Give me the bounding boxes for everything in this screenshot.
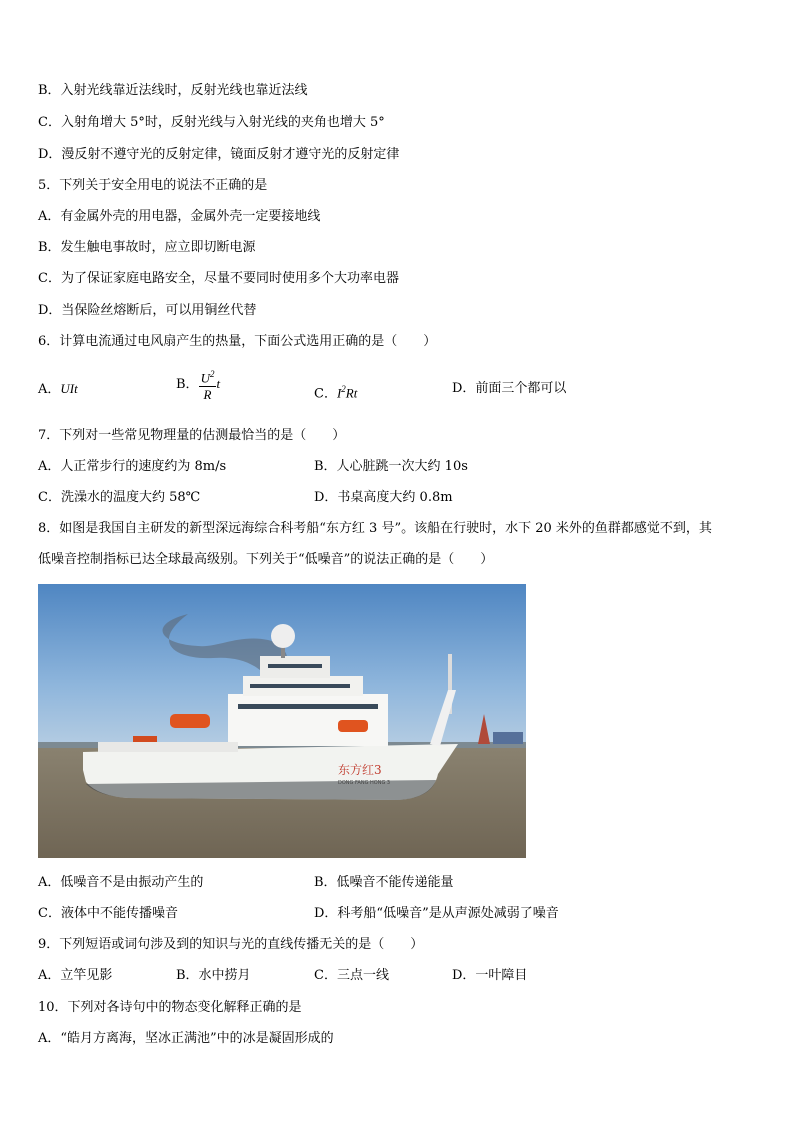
question-6-option-a: A．UIt	[38, 381, 78, 397]
question-9-option-c: C．三点一线	[314, 968, 389, 983]
question-5: 5．下列关于安全用电的说法不正确的是	[38, 178, 268, 193]
option-c-prev: C．入射角增大 5°时，反射光线与入射光线的夹角也增大 5°	[38, 115, 385, 130]
question-9-option-d: D．一叶障目	[452, 968, 528, 983]
option-b-prev: B．入射光线靠近法线时，反射光线也靠近法线	[38, 83, 308, 98]
question-9-option-b: B．水中捞月	[176, 968, 251, 983]
question-6-option-d: D．前面三个都可以	[452, 381, 567, 396]
hull-name-subtext: DONG FANG HONG 3	[338, 780, 391, 786]
question-8-option-b: B．低噪音不能传递能量	[314, 875, 454, 890]
question-5-option-b: B．发生触电事故时，应立即切断电源	[38, 240, 256, 255]
question-8-option-d: D．科考船“低噪音”是从声源处减弱了噪音	[314, 906, 559, 921]
research-ship-photo	[38, 584, 526, 858]
question-8-line-2: 低噪音控制指标已达全球最高级别。下列关于“低噪音”的说法正确的是（ ）	[38, 552, 494, 567]
question-6-option-b: B． $\frac{U^2}{R}$ t	[176, 366, 220, 403]
hull-name-text: 东方红3	[338, 763, 382, 777]
question-8-option-a: A．低噪音不是由振动产生的	[38, 875, 204, 890]
question-10-option-a: A．“皓月方离海，坚冰正满池”中的冰是凝固形成的	[38, 1031, 334, 1046]
question-5-option-d: D．当保险丝熔断后，可以用铜丝代替	[38, 303, 257, 318]
question-6-option-c: C．$I^2Rt$	[314, 384, 358, 402]
question-9-option-a: A．立竿见影	[38, 968, 113, 983]
question-7-option-c: C．洗澡水的温度大约 58℃	[38, 490, 201, 505]
fraction: $\frac{U^2}{R}$	[199, 366, 217, 403]
question-8-option-c: C．液体中不能传播噪音	[38, 906, 178, 921]
question-7-option-d: D．书桌高度大约 0.8m	[314, 490, 453, 505]
question-6: 6．计算电流通过电风扇产生的热量，下面公式选用正确的是（ ）	[38, 334, 437, 349]
question-9: 9．下列短语或词句涉及到的知识与光的直线传播无关的是（ ）	[38, 937, 424, 952]
question-7: 7．下列对一些常见物理量的估测最恰当的是（ ）	[38, 428, 346, 443]
question-5-option-a: A．有金属外壳的用电器，金属外壳一定要接地线	[38, 209, 321, 224]
question-7-option-b: B．人心脏跳一次大约 10s	[314, 459, 468, 474]
question-8-line-1: 8．如图是我国自主研发的新型深远海综合科考船“东方红 3 号”。该船在行驶时，水下 20 米外的鱼群都感觉不到，其	[38, 521, 712, 536]
ship-illustration	[38, 584, 526, 858]
question-7-option-a: A．人正常步行的速度约为 8m/s	[38, 459, 227, 474]
question-5-option-c: C．为了保证家庭电路安全，尽量不要同时使用多个大功率电器	[38, 271, 399, 286]
question-10: 10．下列对各诗句中的物态变化解释正确的是	[38, 1000, 302, 1015]
option-d-prev: D．漫反射不遵守光的反射定律，镜面反射才遵守光的反射定律	[38, 147, 400, 162]
